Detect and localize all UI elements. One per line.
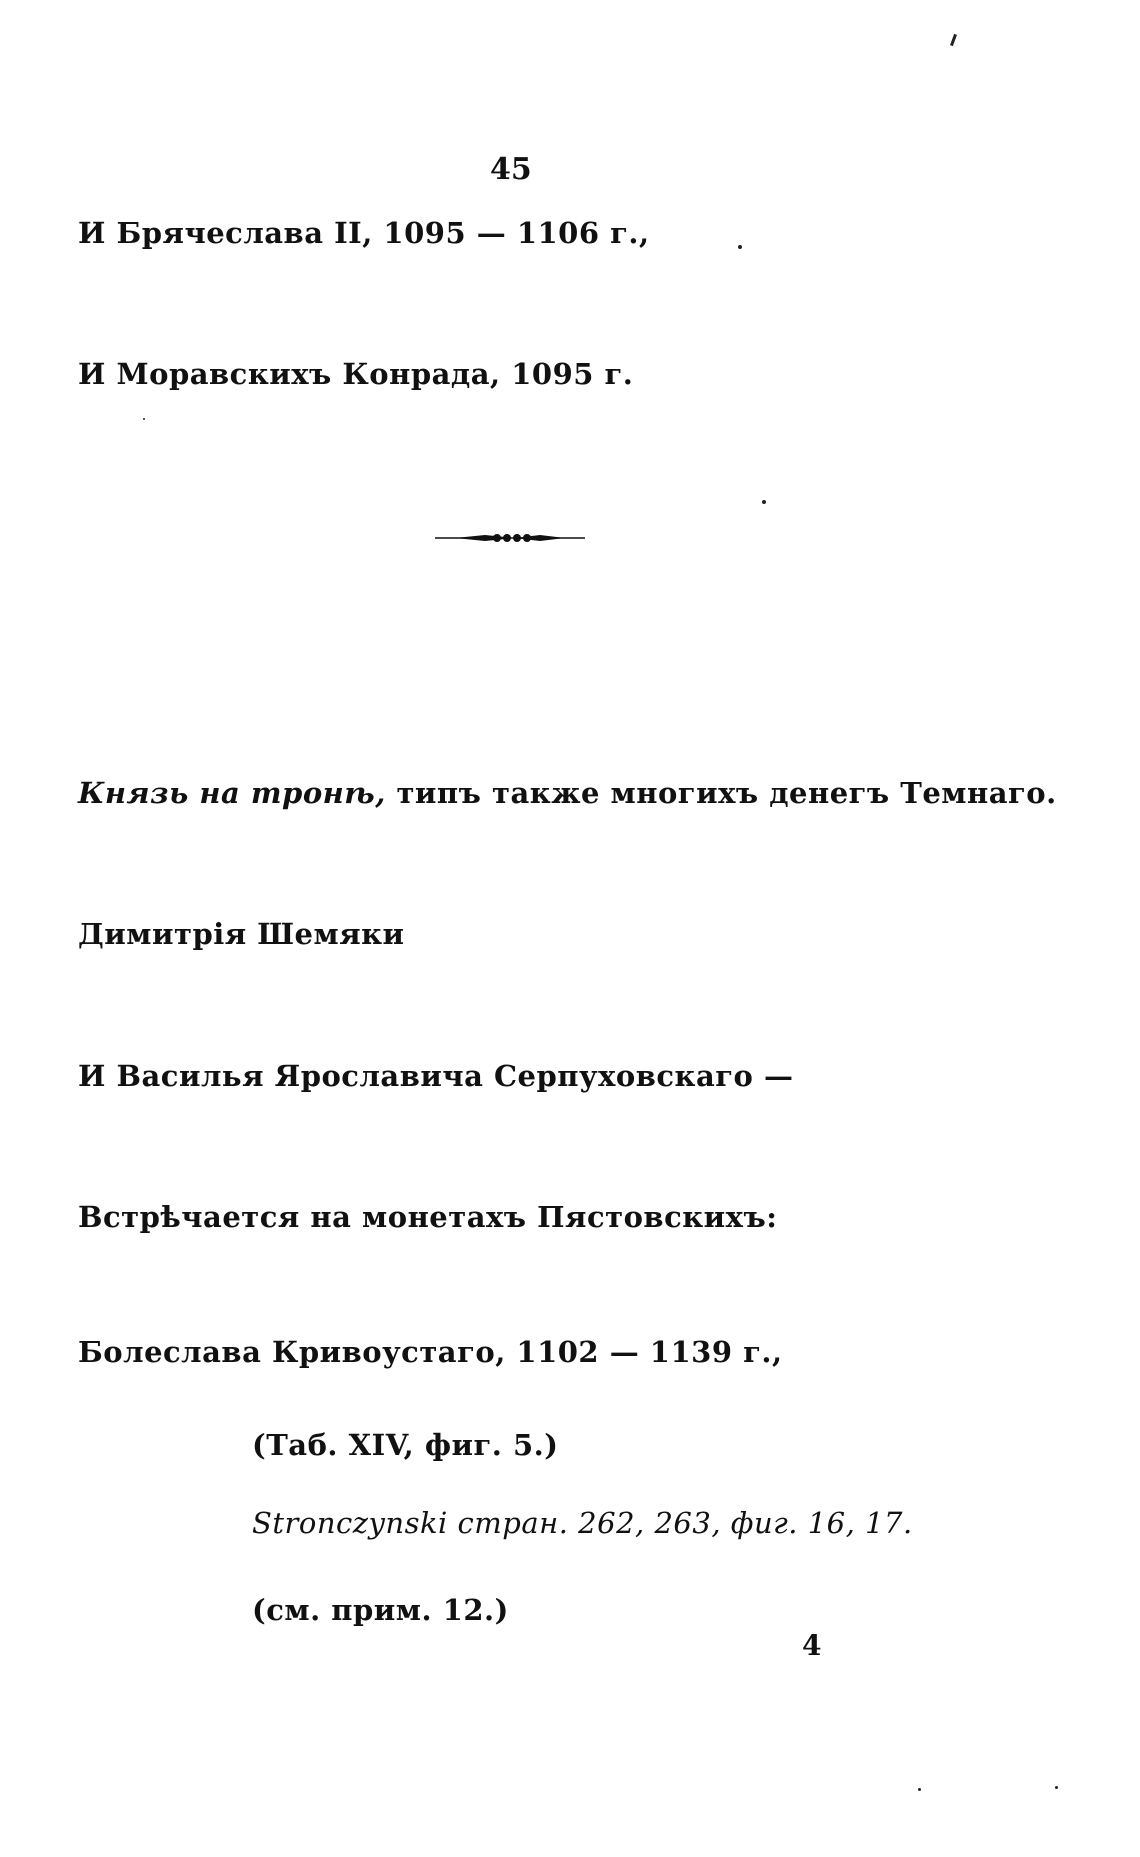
text-line-shemyaka: Димитрія Шемяки [78,917,405,951]
text-line-konrad: И Моравскихъ Конрада, 1095 г. [78,357,634,391]
text-line-knyaz [78,776,1057,810]
italic-phrase: Князь на тронѣ, [78,776,386,810]
ink-speck [143,418,145,420]
text-line-stronczynski: Stronczynski стран. 262, 263, фиг. 16, 17. [252,1506,913,1540]
ink-speck [738,245,742,249]
page-number: 45 [490,152,532,187]
ornament-divider [435,530,585,546]
ink-speck [1055,1786,1058,1789]
text-run: типъ также многихъ денегъ Темнаго. [385,776,1057,810]
text-line-note-ref: (см. прим. 12.) [252,1593,509,1627]
text-line-brjacheslav: И Брячеслава II, 1095 — 1106 г., [78,216,650,250]
text-line-boleslav: Болеслава Кривоустаго, 1102 — 1139 г., [78,1335,783,1369]
text-line-piast: Встрѣчается на монетахъ Пястовскихъ: [78,1200,778,1234]
ink-speck [762,500,766,504]
stray-mark [950,34,957,46]
text-line-table-ref: (Таб. XIV, фиг. 5.) [252,1428,559,1462]
ink-speck [918,1788,921,1791]
signature-mark: 4 [802,1629,822,1662]
text-line-vasily: И Василья Ярославича Серпуховскаго — [78,1059,794,1093]
